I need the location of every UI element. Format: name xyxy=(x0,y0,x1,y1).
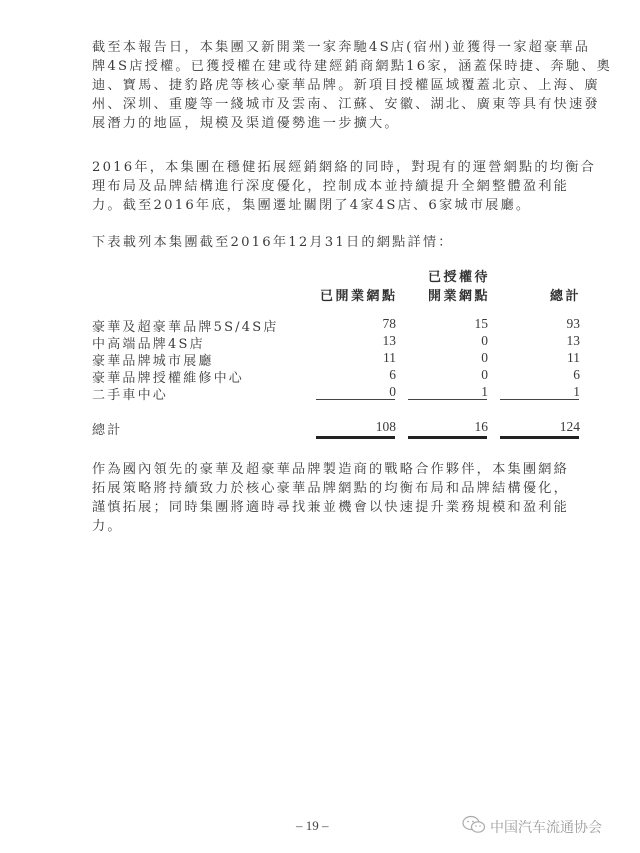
table-row xyxy=(92,316,580,333)
subtotal-rule xyxy=(408,399,487,400)
text-line: 截至本報告日，本集團又新開業一家奔馳4S店(宿州)並獲得一家超豪華品 xyxy=(92,40,591,55)
paragraph-strategy xyxy=(92,460,580,536)
wechat-icon xyxy=(462,815,486,839)
header-authorized-line2: 開業網點 xyxy=(428,289,491,304)
text-line: 下表載列本集團截至2016年12月31日的網點詳情： xyxy=(92,235,454,250)
cell-total: 13 xyxy=(566,333,580,348)
table-row xyxy=(92,350,580,367)
text-line: 2016年，本集團在穩健拓展經銷網絡的同時，對現有的運營網點的均衡合 xyxy=(92,160,596,175)
cell-opened: 6 xyxy=(389,367,396,382)
watermark-text: 中国汽车流通协会 xyxy=(490,820,602,836)
cell-total: 11 xyxy=(567,350,580,365)
page-number: – 19 – xyxy=(296,818,329,833)
cell-opened: 13 xyxy=(382,333,396,348)
cell-total: 1 xyxy=(573,384,580,399)
subtotal-rule xyxy=(316,399,395,400)
paragraph-store-openings xyxy=(92,38,613,133)
header-authorized-line1: 已授權待 xyxy=(428,270,491,285)
row-label: 中高端品牌4S店 xyxy=(92,337,205,352)
cell-total: 6 xyxy=(573,367,580,382)
cell-opened: 108 xyxy=(375,419,396,434)
subtotal-rule xyxy=(500,399,579,400)
cell-opened: 0 xyxy=(389,384,396,399)
watermark xyxy=(462,815,602,839)
paragraph-table-intro xyxy=(92,233,580,252)
cell-authorized: 0 xyxy=(481,367,488,382)
text-line: 州、深圳、重慶等一綫城市及雲南、江蘇、安徽、湖北、廣東等具有快速發 xyxy=(92,97,600,112)
total-rule xyxy=(316,436,395,439)
text-line: 展潛力的地區，規模及渠道優勢進一步擴大。 xyxy=(92,116,400,131)
text-line: 理布局及品牌結構進行深度優化，控制成本並持續提升全網整體盈利能 xyxy=(92,179,570,194)
row-label: 豪華品牌授權維修中心 xyxy=(92,371,245,386)
text-line: 牌4S店授權。已獲授權在建或待建經銷商網點16家，涵蓋保時捷、奔馳、奧 xyxy=(92,59,613,74)
cell-total: 124 xyxy=(559,419,580,434)
text-line: 作為國內領先的豪華及超豪華品牌製造商的戰略合作夥伴，本集團網絡 xyxy=(92,462,570,477)
cell-authorized: 16 xyxy=(474,419,488,434)
paragraph-network-optimization xyxy=(92,158,596,215)
cell-authorized: 0 xyxy=(481,333,488,348)
text-line: 迪、寶馬、捷豹路虎等核心豪華品牌。新項目授權區域覆蓋北京、上海、廣 xyxy=(92,78,600,93)
table-row xyxy=(92,333,580,350)
cell-opened: 11 xyxy=(383,350,396,365)
cell-authorized: 15 xyxy=(474,316,488,331)
header-opened: 已開業網點 xyxy=(320,289,398,304)
text-line: 力。 xyxy=(92,519,123,534)
header-total: 總計 xyxy=(550,289,582,304)
cell-authorized: 0 xyxy=(481,350,488,365)
row-label: 二手車中心 xyxy=(92,388,169,403)
text-line: 力。截至2016年底，集團遷址關閉了4家4S店、6家城市展廳。 xyxy=(92,198,532,213)
cell-authorized: 1 xyxy=(481,384,488,399)
row-label: 豪華及超豪華品牌5S/4S店 xyxy=(92,320,279,335)
row-label: 總計 xyxy=(92,423,123,438)
table-row xyxy=(92,367,580,384)
cell-total: 93 xyxy=(566,316,580,331)
row-label: 豪華品牌城市展廳 xyxy=(92,354,214,369)
cell-opened: 78 xyxy=(382,316,396,331)
text-line: 謹慎拓展；同時集團將適時尋找兼並機會以快速提升業務規模和盈利能 xyxy=(92,500,570,515)
total-row xyxy=(92,419,580,436)
total-rule xyxy=(500,436,579,439)
total-rule xyxy=(408,436,487,439)
text-line: 拓展策略將持續致力於核心豪華品牌網點的均衡布局和品牌結構優化， xyxy=(92,481,570,496)
